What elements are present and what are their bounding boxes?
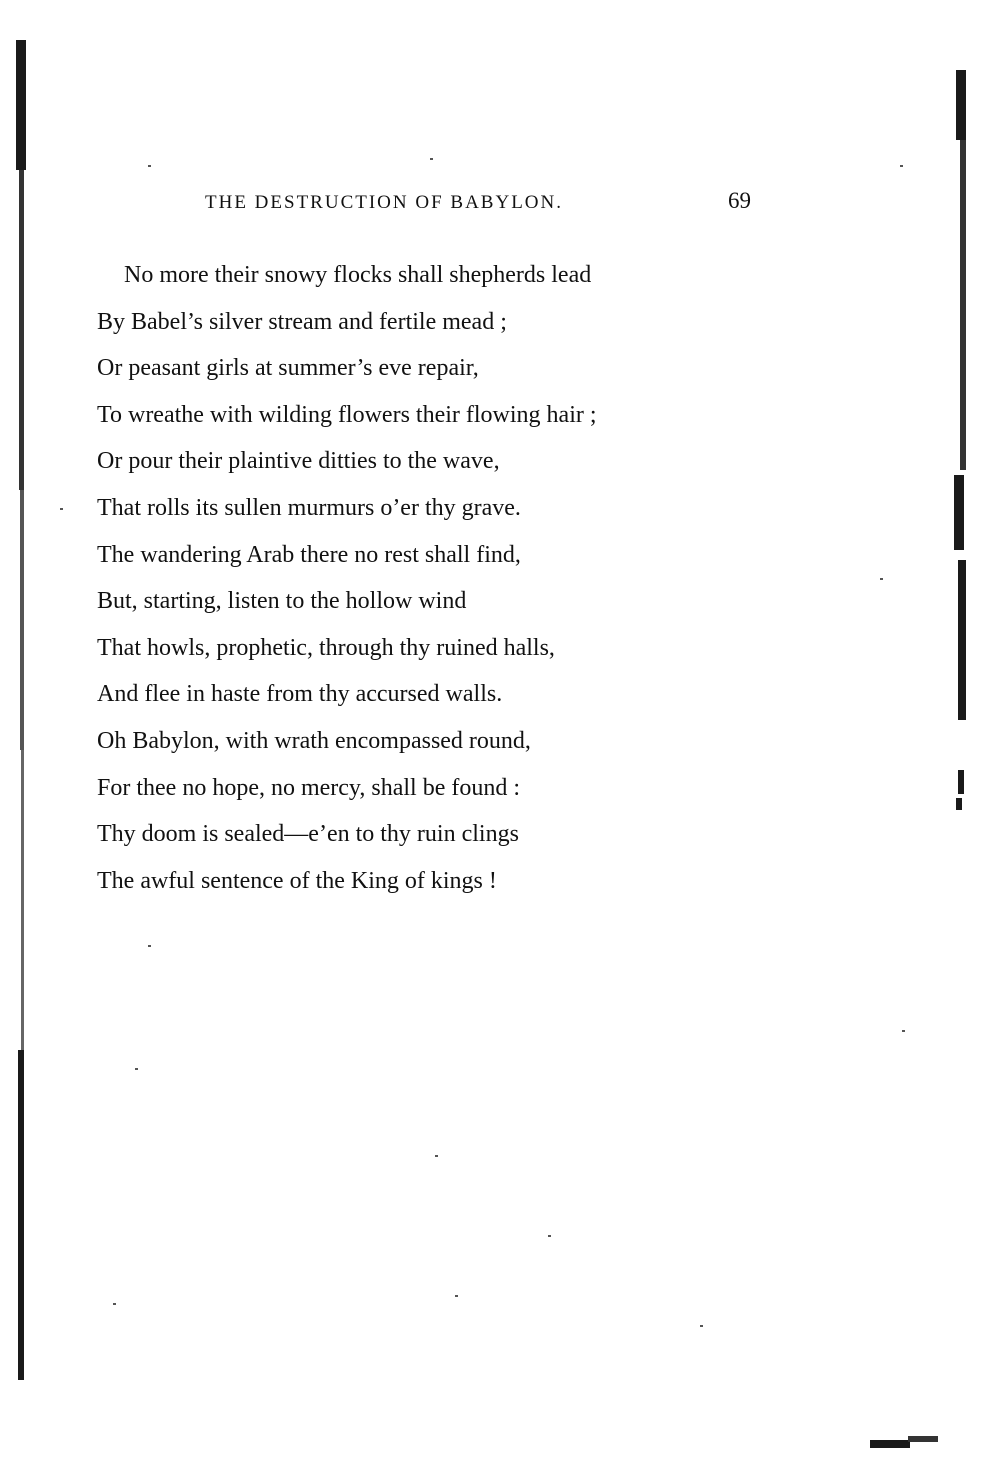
poem-line: For thee no hope, no mercy, shall be found : <box>97 774 521 801</box>
scan-speck <box>435 1155 438 1157</box>
poem-line: Oh Babylon, with wrath encompassed round, <box>97 727 531 754</box>
poem-line: But, starting, listen to the hollow wind <box>97 588 467 615</box>
scan-speck <box>430 158 433 160</box>
poem-line: To wreathe with wilding flowers their flowing hair ; <box>97 401 597 428</box>
page-number: 69 <box>728 188 751 213</box>
running-title: THE DESTRUCTION OF BABYLON. <box>205 192 563 213</box>
poem-line: The wandering Arab there no rest shall find, <box>97 541 521 568</box>
scan-speck <box>700 1325 703 1327</box>
scan-speck <box>548 1235 551 1237</box>
poem-line: That rolls its sullen murmurs o’er thy grave. <box>97 494 521 521</box>
scan-speck <box>135 1068 138 1070</box>
poem-line: Or peasant girls at summer’s eve repair, <box>97 355 479 382</box>
running-head <box>0 188 1000 222</box>
poem-text <box>97 252 817 904</box>
poem-line: By Babel’s silver stream and fertile mead ; <box>97 308 507 335</box>
scan-speck <box>148 165 151 167</box>
poem-line: That howls, prophetic, through thy ruined halls, <box>97 634 555 661</box>
scan-speck <box>148 945 151 947</box>
scan-speck <box>900 165 903 167</box>
binding-edge-scan-mark <box>16 40 26 1380</box>
scan-speck <box>60 508 63 510</box>
right-edge-scan-mark <box>950 70 974 1470</box>
poem-line: The awful sentence of the King of kings ! <box>97 867 497 894</box>
poem-line: And flee in haste from thy accursed walls. <box>97 681 503 708</box>
scan-speck <box>902 1030 905 1032</box>
poem-line: Or pour their plaintive ditties to the wave, <box>97 448 500 475</box>
scan-speck <box>455 1295 458 1297</box>
poem-line: No more their snowy flocks shall shepherds lead <box>124 262 592 288</box>
scan-speck <box>880 578 883 580</box>
scan-speck <box>113 1303 116 1305</box>
poem-line: Thy doom is sealed—e’en to thy ruin clings <box>97 821 519 848</box>
